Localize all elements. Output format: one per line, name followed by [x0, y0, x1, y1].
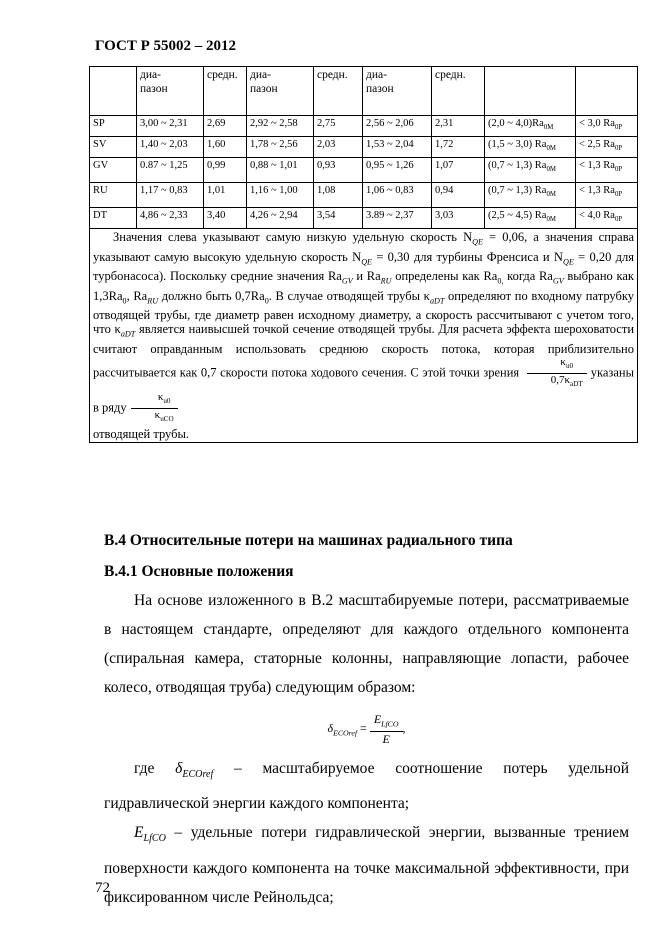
header-cell — [485, 67, 576, 116]
row-name: SP — [90, 116, 137, 137]
cell: 1,07 — [432, 158, 485, 183]
cell-sub: 0M — [546, 145, 556, 153]
cell-text: (0,7 ~ 1,3) Ra — [488, 160, 547, 172]
cell: 0.87 ~ 1,25 — [137, 158, 204, 183]
cell: 1,72 — [432, 137, 485, 158]
paragraph: где $\delta_{ECOref}$ – масштабируемое соотношение потерь удельной гидравлической энергии каждого компонента; — [104, 760, 629, 813]
cell — [576, 158, 638, 183]
cell-text: (1,5 ~ 3,0) Ra — [488, 139, 547, 151]
cell-text: < 4,0 Ra — [579, 210, 615, 222]
table-row — [90, 208, 638, 229]
cell-text: < 1,3 Ra — [579, 185, 615, 197]
row-name: SV — [90, 137, 137, 158]
table-row — [90, 137, 638, 158]
header-cell: средн. — [314, 67, 363, 116]
header-cell: диа- пазон — [137, 67, 204, 116]
cell: 1,08 — [314, 183, 363, 208]
cell: 0,99 — [204, 158, 247, 183]
fraction: $\frac{\kappa_{u0}}{\kappa_{uCO}}$ — [131, 391, 178, 426]
cell: 3,00 ~ 2,31 — [137, 116, 204, 137]
cell-sub: 0P — [614, 145, 623, 153]
cell-text: < 3,0 Ra — [579, 118, 615, 129]
note-text: Значения слева указывают самую низкую удельную скорость $N_{QE} = 0,06$, а значения справа указывают самую высокую удельную скорость $N_{QE} = 0,30$ для турбины Френсиса и $N_{QE} = 0,20$ для турбонасоса). Поскольку средние значения $Ra_{GV}$ и $Ra_{RU}$ определены как $Ra_{0,}$ когда $Ra_{GV}$ выбрано как $1,3Ra_0$, $Ra_{RU}$ должно быть $0,7Ra_0$. В случае отводящей трубы $\kappa_{aDT}$ определяют по входному патрубку отводящей трубы, где диаметр равен исходному диаметру, а скорость рассчитывают с учетом того, что $\kappa_{aDT}$ является наивысшей точкой сечение отводящей трубы. Для расчета эффекта шероховатости считают оправданным использовать среднюю скорость потока, которая приблизительно рассчитывается как 0,7 скорости потока ходового сечения. С этой точки зрения $\frac{\kappa_{u0}}{0,7\kappa_{aDT}}$ указаны в ряду $\frac{\kappa_{u0}}{\kappa_{uCO}}$ отводящей трубы. — [93, 230, 635, 441]
paragraph: $E_{LfCO}$ – удельные потери гидравлической энергии, вызванные трением поверхности каждого компонента на точке максимальной эффективности, при фиксированном числе Рейнольдса; — [104, 824, 629, 906]
cell: 1,78 ~ 2,56 — [247, 137, 314, 158]
cell: 1,60 — [204, 137, 247, 158]
page-number: 72 — [95, 880, 110, 896]
section-body — [104, 526, 629, 912]
cell — [576, 183, 638, 208]
header-cell — [90, 67, 137, 116]
cell: 2,31 — [432, 116, 485, 137]
section-subtitle: В.4.1 Основные положения — [104, 563, 294, 580]
cell — [485, 137, 576, 158]
cell-sub: 0P — [614, 216, 623, 224]
cell: 2,56 ~ 2,06 — [363, 116, 432, 137]
section-title: В.4 Относительные потери на машинах радиального типа — [104, 532, 513, 549]
cell: 3,03 — [432, 208, 485, 229]
cell: 0,95 ~ 1,26 — [363, 158, 432, 183]
cell-sub: 0M — [546, 191, 556, 199]
loss-formula: $\delta_{ECOref}$ = $E_{LfCO}$ E , — [327, 712, 406, 747]
cell — [485, 116, 576, 137]
cell — [485, 183, 576, 208]
cell: 1,40 ~ 2,03 — [137, 137, 204, 158]
cell-sub: 0M — [546, 166, 556, 174]
cell-text: < 2,5 Ra — [579, 139, 615, 151]
cell: 4,86 ~ 2,33 — [137, 208, 204, 229]
paragraph: На основе изложенного в В.2 масштабируемые потери, рассматриваемые в настоящем стандарте, определяют для каждого отдельного компонента (спиральная камера, статорные колонны, направляющие лопасти, рабочее колесо, отводящая труба) следующим образом: — [104, 592, 629, 696]
cell: 3.89 ~ 2,37 — [363, 208, 432, 229]
cell-sub: 0M — [543, 124, 554, 132]
row-name: RU — [90, 183, 137, 208]
cell-text: (2,5 ~ 4,5) Ra — [488, 210, 547, 222]
fraction: $\frac{\kappa_{u0}}{0,7\kappa_{aDT}}$ — [527, 356, 587, 391]
cell: 0,94 — [432, 183, 485, 208]
cell — [485, 208, 576, 229]
cell: 2,03 — [314, 137, 363, 158]
cell: 2,69 — [204, 116, 247, 137]
cell — [576, 116, 638, 137]
cell — [576, 208, 638, 229]
cell: 1,01 — [204, 183, 247, 208]
table-row — [90, 116, 638, 137]
cell: 0,93 — [314, 158, 363, 183]
cell-text: (0,7 ~ 1,3) Ra — [488, 185, 547, 197]
table-note-row — [90, 229, 638, 442]
cell: 1,16 ~ 1,00 — [247, 183, 314, 208]
cell: 4,26 ~ 2,94 — [247, 208, 314, 229]
header-cell: средн. — [432, 67, 485, 116]
header-cell: средн. — [204, 67, 247, 116]
header-cell: диа- пазон — [363, 67, 432, 116]
cell: 1,53 ~ 2,04 — [363, 137, 432, 158]
header-cell — [576, 67, 638, 116]
table-header-row — [90, 67, 638, 116]
cell: 2,75 — [314, 116, 363, 137]
cell: 3,54 — [314, 208, 363, 229]
header-cell: диа- пазон — [247, 67, 314, 116]
cell: 3,40 — [204, 208, 247, 229]
cell-sub: 0P — [614, 166, 623, 174]
row-name: GV — [90, 158, 137, 183]
table-row — [90, 183, 638, 208]
cell — [485, 158, 576, 183]
cell: 1,17 ~ 0,83 — [137, 183, 204, 208]
cell-sub: 0P — [614, 191, 623, 199]
cell-sub: 0P — [614, 124, 623, 132]
cell — [576, 137, 638, 158]
table-note — [90, 229, 638, 442]
cell-sub: 0M — [546, 216, 556, 224]
roughness-table — [89, 66, 638, 443]
cell: 2,92 ~ 2,58 — [247, 116, 314, 137]
row-name: DT — [90, 208, 137, 229]
table-row — [90, 158, 638, 183]
cell-text: (2,0 ~ 4,0)Ra — [488, 118, 544, 129]
cell: 1,06 ~ 0,83 — [363, 183, 432, 208]
cell: 0,88 ~ 1,01 — [247, 158, 314, 183]
cell-text: < 1,3 Ra — [579, 160, 615, 172]
document-header: ГОСТ Р 55002 – 2012 — [95, 38, 237, 54]
